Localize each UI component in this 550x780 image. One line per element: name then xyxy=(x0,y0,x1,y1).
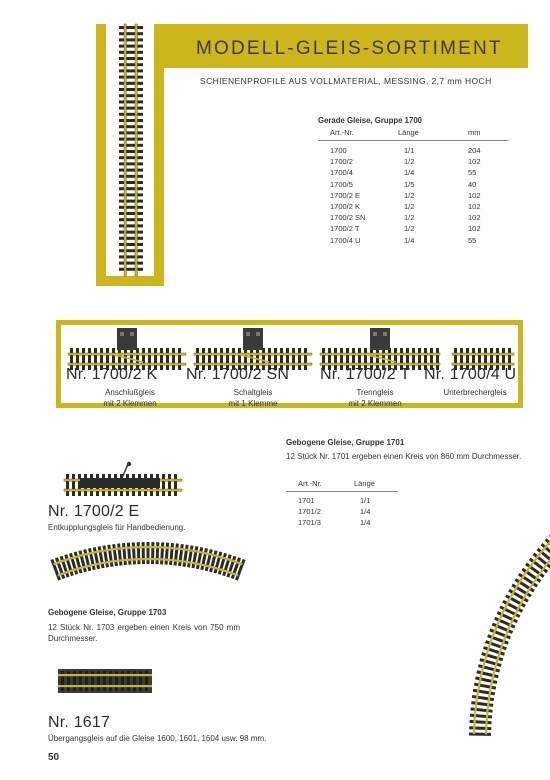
mm-cell: 102 xyxy=(468,202,481,211)
col-mm-header: mm xyxy=(468,128,481,137)
art-cell: 1700/2 T xyxy=(330,224,360,234)
panel-number-1: Nr. 1700/2 K xyxy=(66,366,158,383)
length-cell: 1/1 xyxy=(404,146,415,155)
length-cell: 1/2 xyxy=(404,213,415,223)
banner-subtitle: SCHIENENPROFILE AUS VOLLMATERIAL, MESSING, 2,7 mm HOCH xyxy=(200,76,492,86)
mm-cell: 102 xyxy=(468,213,481,223)
curved-1703-desc: 12 Stück Nr. 1703 ergeben einen Kreis von 750 mm Durchmesser. xyxy=(48,623,240,643)
mm-cell: 55 xyxy=(468,235,477,245)
panel-caption-2-line2: mit 1 Klemme xyxy=(228,399,278,408)
curved-1703-heading: Gebogene Gleise, Gruppe 1703 xyxy=(48,608,167,617)
straight-table-heading: Gerade Gleise, Gruppe 1700 xyxy=(318,116,423,125)
length-cell: 1/2 xyxy=(404,190,415,200)
art-cell: 1700 xyxy=(330,146,347,155)
transition-desc: Übergangsgleis auf die Gleise 1600, 1601, 1604 usw. 98 mm. xyxy=(48,734,267,743)
uncoupler-track-image xyxy=(60,462,190,502)
col-length-header: Länge xyxy=(354,479,375,488)
table-divider xyxy=(318,140,508,141)
panel-number-3: Nr. 1700/2 T xyxy=(320,366,411,383)
length-cell: 1/2 xyxy=(404,224,415,234)
art-cell: 1700/2 SN xyxy=(330,213,366,223)
art-cell: 1701 xyxy=(298,496,315,505)
panel-caption-3-line1: Trenngleis xyxy=(356,388,394,397)
length-cell: 1/5 xyxy=(404,179,415,189)
length-cell: 1/1 xyxy=(360,496,371,505)
mm-cell: 102 xyxy=(468,157,481,167)
art-cell: 1700/4 xyxy=(330,168,353,178)
length-cell: 1/4 xyxy=(404,168,415,178)
uncoupler-number: Nr. 1700/2 E xyxy=(48,503,140,520)
panel-caption-2 xyxy=(208,387,298,409)
col-art-header: Art.-Nr. xyxy=(330,128,354,137)
transition-number: Nr. 1617 xyxy=(48,714,111,731)
panel-caption-4 xyxy=(430,387,520,398)
straight-table xyxy=(318,116,518,276)
art-cell: 1701/3 xyxy=(298,518,321,528)
panel-number-2: Nr. 1700/2 SN xyxy=(186,366,290,383)
art-cell: 1700/5 xyxy=(330,179,353,189)
table-divider xyxy=(286,491,398,492)
panel-caption-3-line2: mit 2 Klemmen xyxy=(348,399,402,408)
curved-track-1703-image xyxy=(48,535,248,605)
uncoupler-desc: Entkupplungsgleis für Handbedienung. xyxy=(48,523,186,532)
col-length-header: Länge xyxy=(398,128,419,137)
art-cell: 1700/2 xyxy=(330,157,353,167)
art-cell: 1700/4 U xyxy=(330,235,361,245)
panel-caption-3 xyxy=(330,387,420,409)
length-cell: 1/4 xyxy=(404,235,415,245)
panel-caption-1-line2: mit 2 Klemmen xyxy=(103,399,157,408)
art-cell: 1700/2 K xyxy=(330,202,361,211)
panel-number-4: Nr. 1700/4 U xyxy=(424,366,517,383)
mm-cell: 102 xyxy=(468,224,481,234)
curved-1701-heading: Gebogene Gleise, Gruppe 1701 xyxy=(286,438,405,447)
length-cell: 1/2 xyxy=(404,157,415,167)
mm-cell: 102 xyxy=(468,190,481,200)
mm-cell: 204 xyxy=(468,146,481,155)
transition-track-1617-image xyxy=(56,665,156,697)
col-art-header: Art.-Nr. xyxy=(298,479,322,488)
length-cell: 1/2 xyxy=(404,202,415,211)
curved-track-1701-image xyxy=(440,450,530,740)
art-cell: 1701/2 xyxy=(298,507,321,517)
straight-track-1700-image xyxy=(116,24,146,276)
panel-caption-4-line1: Unterbrechergleis xyxy=(443,388,507,397)
panel-caption-1-line1: Anschlußgleis xyxy=(105,388,155,397)
page-number: 50 xyxy=(48,752,60,763)
length-cell: 1/4 xyxy=(360,507,371,517)
panel-caption-1 xyxy=(90,387,170,409)
panel-caption-2-line1: Schaltgleis xyxy=(233,388,273,397)
curved-1701-desc: 12 Stück Nr. 1701 ergeben einen Kreis von 860 mm Durchmesser. xyxy=(286,452,522,461)
banner-title: MODELL-GLEIS-SORTIMENT xyxy=(196,38,503,59)
mm-cell: 55 xyxy=(468,168,477,178)
length-cell: 1/4 xyxy=(360,518,371,528)
mm-cell: 40 xyxy=(468,179,477,189)
art-cell: 1700/2 E xyxy=(330,190,361,200)
